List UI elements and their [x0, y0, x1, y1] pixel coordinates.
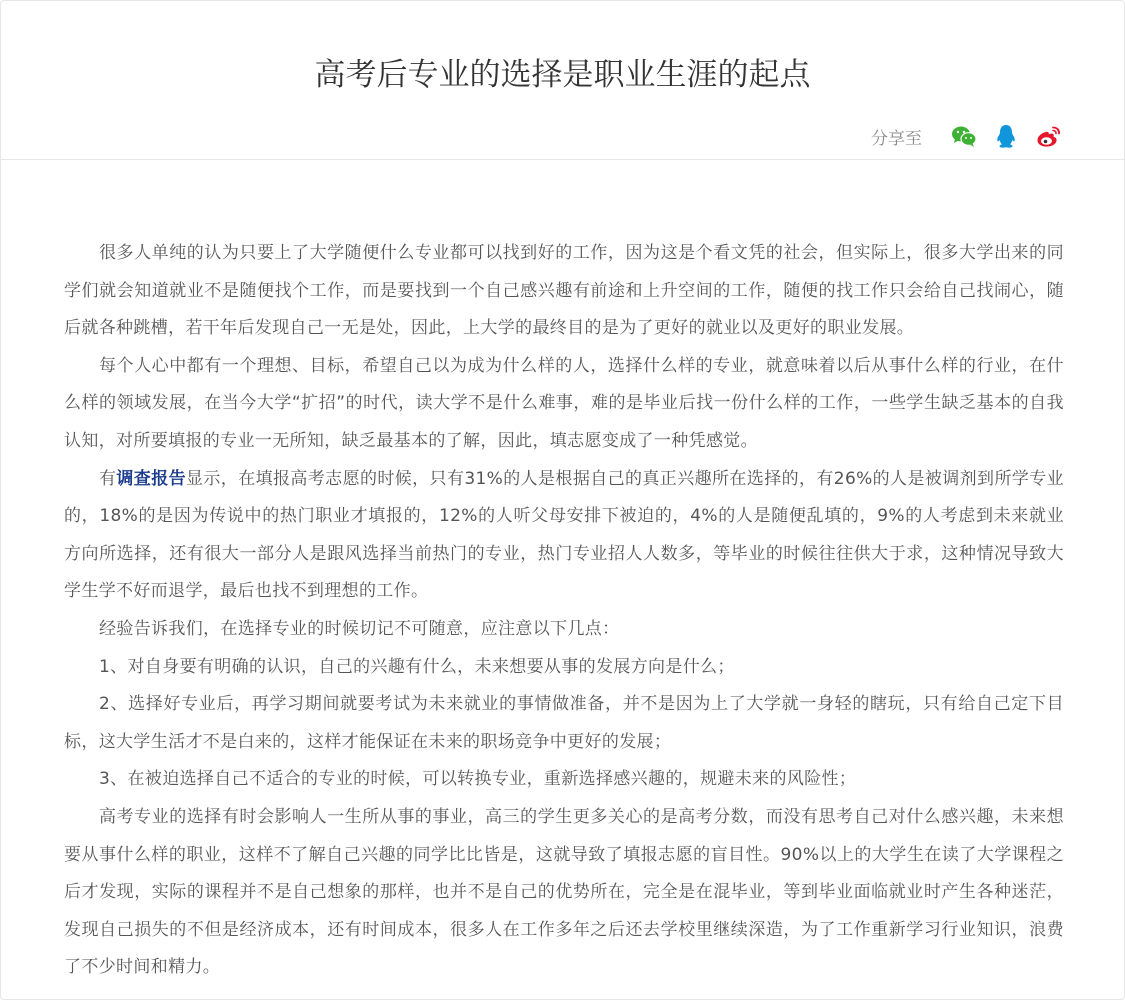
paragraph	[64, 461, 1064, 611]
paragraph-prefix: 有	[99, 468, 117, 489]
list-item: 3、在被迫选择自己不适合的专业的时候，可以转换专业，重新选择感兴趣的，规避未来的风险性；	[99, 769, 857, 790]
paragraph: 高考专业的选择有时会影响人一生所从事的事业，高三的学生更多关心的是高考分数，而没有思考自己对什么感兴趣，未来想要从事什么样的职业，这样不了解自己兴趣的同学比比皆是，这就导致了填报志愿的盲目性。90%以上的大学生在读了大学课程之后才发现，实际的课程并不是自己想象的那样，也并不是自己的优势所在，完全是在混毕业，等到毕业面临就业时产生各种迷茫，发现自己损失的不但是经济成本，还有时间成本，很多人在工作多年之后还去学校里继续深造，为了工作重新学习行业知识，浪费了不少时间和精力。	[64, 806, 1064, 978]
article-body	[64, 235, 1064, 987]
paragraph-text: 显示，在填报高考志愿的时候，只有31%的人是根据自己的真正兴趣所在选择的，有26%的人是被调剂到所学专业的，18%的是因为传说中的热门职业才填报的，12%的人听父母安排下被迫的，4%的人是随便乱填的，9%的人考虑到未来就业方向所选择，还有很大一部分人是跟风选择当前热门的专业，热门专业招人人数多，等毕业的时候往往供大于求，这种情况导致大学生学不好而退学，最后也找不到理想的工作。	[64, 468, 1064, 602]
list-item: 1、对自身要有明确的认识，自己的兴趣有什么，未来想要从事的发展方向是什么；	[99, 656, 735, 677]
article-header	[1, 1, 1124, 160]
survey-report-link[interactable]: 调查报告	[116, 468, 186, 489]
wechat-icon[interactable]	[950, 122, 978, 150]
qq-icon[interactable]	[992, 122, 1020, 150]
weibo-icon[interactable]	[1034, 122, 1062, 150]
share-label: 分享至	[871, 128, 922, 149]
paragraph: 经验告诉我们，在选择专业的时候切记不可随意，应注意以下几点：	[99, 618, 620, 639]
paragraph: 每个人心中都有一个理想、目标，希望自己以为成为什么样的人，选择什么样的专业，就意味着以后从事什么样的行业，在什么样的领域发展，在当今大学“扩招”的时代，读大学不是什么难事，难的是毕业后找一份什么样的工作，一些学生缺乏基本的自我认知，对所要填报的专业一无所知，缺乏最基本的了解，因此，填志愿变成了一种凭感觉。	[64, 355, 1064, 451]
list-item: 2、选择好专业后，再学习期间就要考试为未来就业的事情做准备，并不是因为上了大学就一身轻的瞎玩，只有给自己定下目标，这大学生活才不是白来的，这样才能保证在未来的职场竞争中更好的发展；	[64, 694, 1064, 752]
paragraph: 很多人单纯的认为只要上了大学随便什么专业都可以找到好的工作，因为这是个看文凭的社会，但实际上，很多大学出来的同学们就会知道就业不是随便找个工作，而是要找到一个自己感兴趣有前途和上升空间的工作，随便的找工作只会给自己找闹心，随后就各种跳槽，若干年后发现自己一无是处，因此，上大学的最终目的是为了更好的就业以及更好的职业发展。	[64, 243, 1064, 339]
article-title: 高考后专业的选择是职业生涯的起点	[314, 57, 811, 93]
share-bar	[871, 121, 1062, 151]
